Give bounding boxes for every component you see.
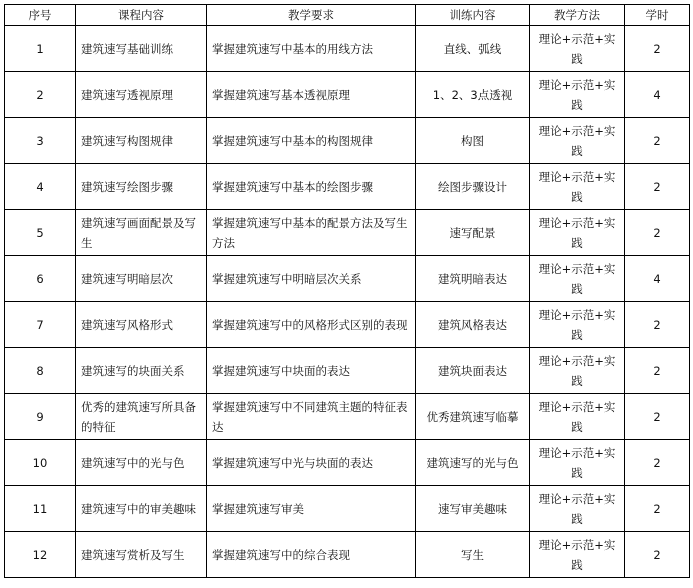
table-header-row [5, 5, 690, 26]
cell-method: 理论+示范+实践 [530, 26, 625, 72]
header-hours: 学时 [625, 5, 690, 26]
cell-content: 建筑速写基础训练 [76, 26, 207, 72]
table-row [5, 118, 690, 164]
cell-training: 建筑块面表达 [416, 348, 530, 394]
cell-requirement: 掌握建筑速写中基本的绘图步骤 [207, 164, 416, 210]
cell-training: 建筑速写的光与色 [416, 440, 530, 486]
table-row [5, 72, 690, 118]
cell-training: 速写配景 [416, 210, 530, 256]
cell-content: 建筑速写中的光与色 [76, 440, 207, 486]
cell-content: 建筑速写中的审美趣味 [76, 486, 207, 532]
cell-method: 理论+示范+实践 [530, 486, 625, 532]
cell-no: 2 [5, 72, 76, 118]
cell-method: 理论+示范+实践 [530, 164, 625, 210]
cell-content: 建筑速写明暗层次 [76, 256, 207, 302]
cell-no: 11 [5, 486, 76, 532]
cell-requirement: 掌握建筑速写中块面的表达 [207, 348, 416, 394]
cell-hours: 4 [625, 72, 690, 118]
cell-training: 建筑风格表达 [416, 302, 530, 348]
cell-hours: 2 [625, 486, 690, 532]
table-row [5, 486, 690, 532]
cell-no: 6 [5, 256, 76, 302]
cell-method: 理论+示范+实践 [530, 118, 625, 164]
cell-hours: 2 [625, 394, 690, 440]
cell-training: 直线、弧线 [416, 26, 530, 72]
cell-training: 绘图步骤设计 [416, 164, 530, 210]
cell-hours: 2 [625, 26, 690, 72]
cell-method: 理论+示范+实践 [530, 302, 625, 348]
cell-requirement: 掌握建筑速写审美 [207, 486, 416, 532]
cell-method: 理论+示范+实践 [530, 532, 625, 578]
cell-hours: 2 [625, 440, 690, 486]
table-row [5, 394, 690, 440]
header-no: 序号 [5, 5, 76, 26]
cell-training: 构图 [416, 118, 530, 164]
table-row [5, 26, 690, 72]
cell-method: 理论+示范+实践 [530, 440, 625, 486]
cell-no: 1 [5, 26, 76, 72]
header-requirement: 教学要求 [207, 5, 416, 26]
cell-method: 理论+示范+实践 [530, 348, 625, 394]
cell-content: 建筑速写风格形式 [76, 302, 207, 348]
table-row [5, 210, 690, 256]
cell-no: 3 [5, 118, 76, 164]
cell-training: 1、2、3点透视 [416, 72, 530, 118]
cell-no: 7 [5, 302, 76, 348]
cell-no: 10 [5, 440, 76, 486]
table-row [5, 256, 690, 302]
table-row [5, 532, 690, 578]
cell-no: 5 [5, 210, 76, 256]
cell-hours: 2 [625, 118, 690, 164]
header-training: 训练内容 [416, 5, 530, 26]
cell-no: 8 [5, 348, 76, 394]
cell-training: 建筑明暗表达 [416, 256, 530, 302]
cell-method: 理论+示范+实践 [530, 72, 625, 118]
cell-content: 建筑速写的块面关系 [76, 348, 207, 394]
cell-training: 优秀建筑速写临摹 [416, 394, 530, 440]
cell-requirement: 掌握建筑速写中基本的用线方法 [207, 26, 416, 72]
cell-no: 12 [5, 532, 76, 578]
cell-method: 理论+示范+实践 [530, 394, 625, 440]
cell-method: 理论+示范+实践 [530, 210, 625, 256]
cell-hours: 4 [625, 256, 690, 302]
header-method: 教学方法 [530, 5, 625, 26]
cell-content: 优秀的建筑速写所具备的特征 [76, 394, 207, 440]
cell-training: 写生 [416, 532, 530, 578]
cell-content: 建筑速写绘图步骤 [76, 164, 207, 210]
table-row [5, 164, 690, 210]
cell-content: 建筑速写透视原理 [76, 72, 207, 118]
cell-method: 理论+示范+实践 [530, 256, 625, 302]
cell-training: 速写审美趣味 [416, 486, 530, 532]
cell-requirement: 掌握建筑速写基本透视原理 [207, 72, 416, 118]
cell-no: 4 [5, 164, 76, 210]
cell-hours: 2 [625, 348, 690, 394]
cell-hours: 2 [625, 302, 690, 348]
cell-requirement: 掌握建筑速写中明暗层次关系 [207, 256, 416, 302]
header-content: 课程内容 [76, 5, 207, 26]
cell-hours: 2 [625, 164, 690, 210]
cell-content: 建筑速写构图规律 [76, 118, 207, 164]
cell-requirement: 掌握建筑速写中的风格形式区别的表现 [207, 302, 416, 348]
cell-content: 建筑速写赏析及写生 [76, 532, 207, 578]
cell-no: 9 [5, 394, 76, 440]
course-schedule-table [4, 4, 690, 578]
cell-requirement: 掌握建筑速写中光与块面的表达 [207, 440, 416, 486]
document-page [4, 4, 690, 578]
table-row [5, 302, 690, 348]
table-row [5, 440, 690, 486]
cell-content: 建筑速写画面配景及写生 [76, 210, 207, 256]
table-body [5, 26, 690, 578]
table-row [5, 348, 690, 394]
cell-requirement: 掌握建筑速写中不同建筑主题的特征表达 [207, 394, 416, 440]
cell-requirement: 掌握建筑速写中基本的配景方法及写生方法 [207, 210, 416, 256]
cell-requirement: 掌握建筑速写中的综合表现 [207, 532, 416, 578]
cell-hours: 2 [625, 210, 690, 256]
cell-requirement: 掌握建筑速写中基本的构图规律 [207, 118, 416, 164]
cell-hours: 2 [625, 532, 690, 578]
